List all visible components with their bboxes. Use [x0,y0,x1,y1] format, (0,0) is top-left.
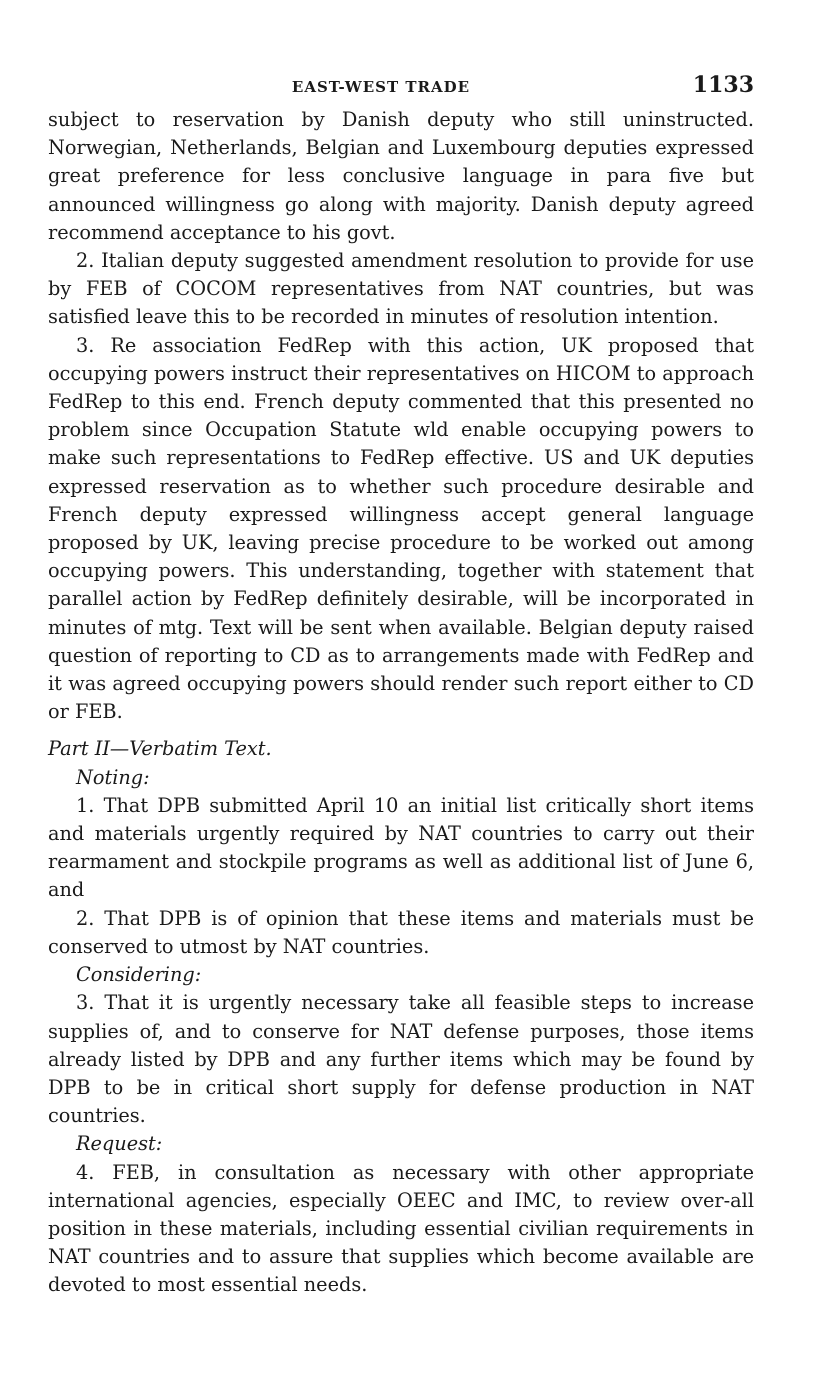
considering-label: Considering: [76,963,202,987]
resolution-item-1: 1. That DPB submitted April 10 an initial list critically short items and materials urgently required by NAT countries to carry out their rearmament and stockpile programs as well as additional list of June 6, and [48,793,754,902]
resolution-item-4: 4. FEB, in consultation as necessary with other appropriate international agencies, especially OEEC and IMC, to review over-all position in these materials, including essential civilian requirements in NAT countries and to assure that supplies which become available are devoted to most essential needs. [48,1160,754,1297]
resolution-item-3: 3. That it is urgently necessary take all feasible steps to increase supplies of, and to conserve for NAT defense purposes, those items already listed by DPB and any further items which may be found by DPB to be in critical short supply for defense production in NAT countries. [48,991,754,1128]
resolution-item-2: 2. That DPB is of opinion that these items and materials must be conserved to utmost by NAT countries. [48,906,754,958]
body-text [48,106,754,1300]
section-heading-part-two: Part II—Verbatim Text. [48,737,272,761]
paragraph-2: 2. Italian deputy suggested amendment resolution to provide for use by FEB of COCOM representatives from NAT countries, but was satisfied leave this to be recorded in minutes of resolution intention. [48,249,754,329]
page-number: 1133 [692,72,754,98]
paragraph-3: 3. Re association FedRep with this action, UK proposed that occupying powers instruct their representatives on HICOM to approach FedRep to this end. French deputy commented that this presented no problem since Occupation Statute wld enable occupying powers to make such representations to FedRep effective. US and UK deputies expressed reservation as to whether such procedure desirable and French deputy expressed willingness accept general language proposed by UK, leaving precise procedure to be worked out among occupying powers. This understanding, together with statement that parallel action by FedRep definitely desirable, will be incorporated in minutes of mtg. Text will be sent when available. Belgian deputy raised question of reporting to CD as to arrangements made with FedRep and it was agreed occupying powers should render such report either to CD or FEB. [48,333,754,724]
running-header [48,62,754,106]
request-label: Request: [76,1132,163,1156]
document-page [48,62,754,1300]
running-title: EAST-WEST TRADE [291,78,471,96]
noting-label: Noting: [76,765,150,789]
paragraph-continuation: subject to reservation by Danish deputy who still uninstructed. Norwegian, Netherlands, Belgian and Luxembourg deputies expressed great preference for less conclusive language in para five but announced willingness go along with majority. Danish deputy agreed recommend acceptance to his govt. [48,108,754,244]
